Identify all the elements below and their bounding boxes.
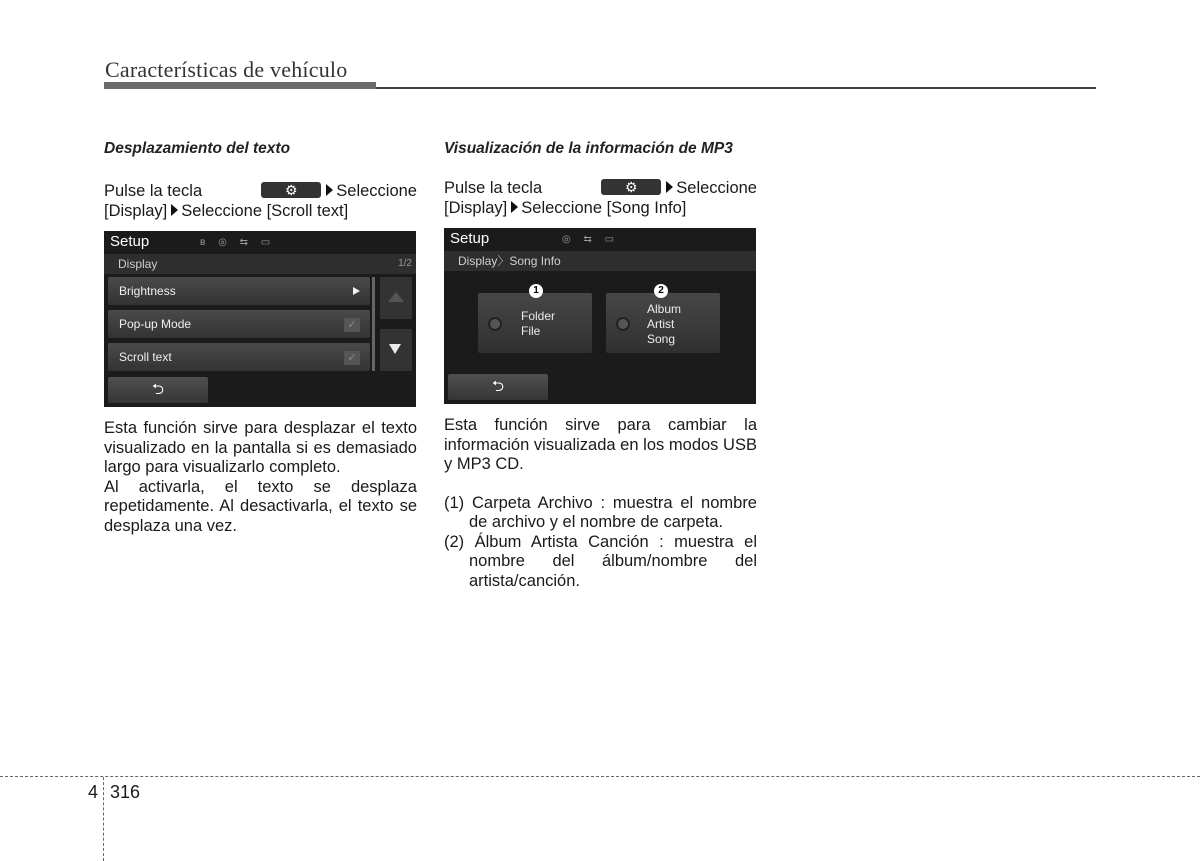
right-instr-pre: Pulse la tecla	[444, 179, 543, 197]
page-indicator: 1/2	[398, 258, 412, 269]
card-line: File	[521, 324, 541, 338]
triangle-right-icon	[326, 184, 333, 196]
page-number: 316	[110, 782, 141, 802]
menu-row-brightness[interactable]: Brightness	[108, 277, 370, 305]
header-rule-thick	[104, 82, 376, 89]
footer-rule	[0, 776, 1200, 777]
right-body	[444, 416, 757, 591]
song-info-option-folder-file[interactable]	[478, 285, 592, 353]
page-header-title: Características de vehículo	[105, 57, 348, 82]
song-info-option-album-artist-song[interactable]	[606, 285, 720, 353]
card-line: Song	[647, 332, 676, 346]
screen-title: Setup	[110, 233, 150, 250]
left-instruction	[104, 182, 417, 221]
right-instr-songinfo: Seleccione [Song Info]	[521, 198, 687, 217]
gear-icon: ⚙	[624, 179, 638, 195]
left-instr-pre: Pulse la tecla	[104, 182, 203, 200]
screen-subheader: Display	[104, 254, 416, 274]
triangle-right-icon	[171, 204, 178, 216]
back-arrow-icon: ⮌	[491, 378, 504, 395]
right-instr-display: [Display]	[444, 198, 508, 217]
left-instr-display: [Display]	[104, 201, 168, 220]
right-instr-select: Seleccione	[676, 179, 757, 197]
checkbox-icon[interactable]: ✓	[344, 351, 360, 365]
status-icons: ʙ ◎ ⇆ ▭	[200, 237, 276, 248]
back-button[interactable]	[448, 374, 548, 400]
left-body	[104, 419, 417, 536]
triangle-right-icon	[353, 287, 360, 295]
left-para-2: Al activarla, el texto se desplaza repetidamente. Al desactivarla, el texto se desplaza una vez.	[104, 477, 417, 535]
gear-icon: ⚙	[284, 182, 298, 198]
badge-number: 2	[654, 284, 668, 298]
header-rule-thin	[376, 87, 1096, 89]
scroll-up-button[interactable]	[380, 277, 412, 319]
scroll-text-screen	[104, 231, 416, 407]
triangle-right-icon	[666, 181, 673, 193]
triangle-right-icon	[511, 201, 518, 213]
chapter-number: 4	[88, 782, 99, 802]
radio-button[interactable]	[488, 317, 502, 331]
left-para-1: Esta función sirve para desplazar el texto visualizado en la pantalla si es demasiado largo para visualizarlo completo.	[104, 419, 417, 476]
setup-key-button	[261, 182, 321, 198]
list-item: (2) Álbum Artista Canción : muestra el nombre del álbum/nombre del artista/canción.	[444, 532, 758, 590]
badge-number: 1	[529, 284, 543, 298]
left-subtitle: Desplazamiento del texto	[104, 140, 291, 157]
screen-title: Setup	[450, 230, 490, 247]
scroll-down-icon	[389, 344, 401, 354]
menu-row-popup-mode[interactable]: Pop-up Mode ✓	[108, 310, 370, 338]
left-instr-select: Seleccione	[336, 182, 417, 200]
scroll-down-button[interactable]	[380, 329, 412, 371]
card-line: Folder	[521, 309, 556, 323]
right-subtitle: Visualización de la información de MP3	[444, 140, 733, 157]
checkbox-icon[interactable]: ✓	[344, 318, 360, 332]
right-instruction	[444, 179, 757, 218]
footer-vertical-rule	[103, 777, 104, 861]
radio-button[interactable]	[616, 317, 630, 331]
status-icons: ◎ ⇆ ▭	[562, 234, 620, 245]
right-para-1: Esta función sirve para cambiar la información visualizada en los modos USB y MP3 CD.	[444, 416, 757, 473]
scrollbar-track	[372, 277, 375, 371]
back-button[interactable]	[108, 377, 208, 403]
card-line: Album	[647, 302, 682, 316]
screen-subheader: Display〉Song Info	[444, 251, 756, 271]
card-line: Artist	[647, 317, 675, 331]
left-instr-scroll: Seleccione [Scroll text]	[181, 201, 349, 220]
back-arrow-icon: ⮌	[151, 381, 164, 398]
list-item: (1) Carpeta Archivo : muestra el nombre de archivo y el nombre de carpeta.	[444, 493, 757, 531]
song-info-screen	[444, 228, 756, 404]
menu-row-scroll-text[interactable]: Scroll text ✓	[108, 343, 370, 371]
setup-key-button	[601, 179, 661, 195]
scroll-up-icon	[388, 292, 404, 302]
